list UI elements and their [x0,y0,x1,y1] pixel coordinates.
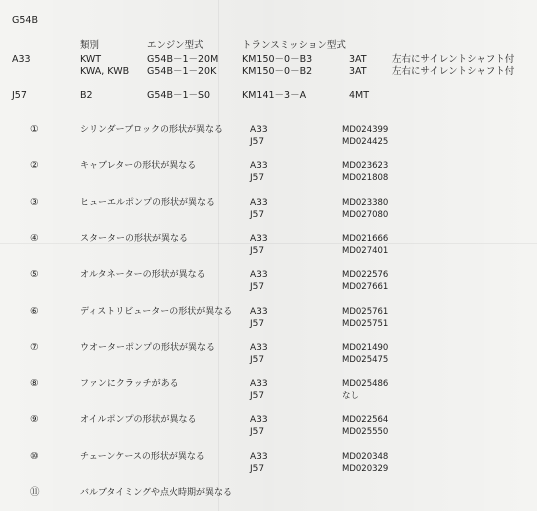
engine-code: G54B [12,15,38,26]
model-type: KWT [80,54,102,65]
gear-type: 3AT [349,54,367,65]
part-number: MD021490 [342,342,389,353]
gear-type: 3AT [349,66,367,77]
part-number: MD027401 [342,245,389,256]
part-number: MD027080 [342,209,389,220]
engine-model: G54B－1－S0 [147,90,211,101]
item-number: ⑧ [30,378,39,390]
part-number: MD025761 [342,306,389,317]
part-number: MD021808 [342,173,389,184]
model-code: A33 [250,306,268,317]
part-number: なし [342,391,360,402]
model-code: A33 [250,451,268,462]
model-code: J57 [250,209,265,220]
model-code: J57 [250,427,265,438]
part-number: MD022576 [342,270,389,281]
part-number: MD025550 [342,427,389,438]
item-description: スターターの形状が異なる [80,233,189,244]
model-code: A33 [250,342,268,353]
part-number: MD022564 [342,415,389,426]
model-code: J57 [12,90,27,101]
model-code: J57 [250,137,265,147]
transmission-model: KM150－0－B2 [242,66,313,77]
header-transmission: トランスミッション型式 [242,40,346,51]
model-code: J57 [250,173,265,184]
item-description: キャブレターの形状が異なる [80,161,197,172]
model-type: KWA, KWB [80,66,130,77]
item-number: ⑨ [30,414,39,426]
model-code: A33 [250,379,268,390]
item-description: オイルポンプの形状が異なる [80,415,197,426]
part-number: MD020329 [342,463,389,474]
item-number: ⑤ [30,269,39,281]
model-code: A33 [250,233,268,244]
model-code: A33 [250,415,268,426]
model-code: J57 [250,354,265,365]
item-description: バルブタイミングや点火時期が異なる [80,488,233,498]
note: 左右にサイレントシャフト付 [392,66,515,77]
model-code: A33 [12,54,31,65]
item-description: ウオーターポンプの形状が異なる [80,342,216,353]
part-number: MD023380 [342,197,389,208]
part-number: MD023623 [342,161,389,172]
part-number: MD024399 [342,125,389,135]
model-code: A33 [250,197,268,208]
item-description: オルタネーターの形状が異なる [80,270,206,281]
gear-type: 4MT [349,90,370,101]
item-description: ヒューエルポンプの形状が異なる [80,197,216,208]
part-number: MD024425 [342,137,389,147]
part-number: MD020348 [342,451,389,462]
part-number: MD025751 [342,318,389,329]
item-number: ⑥ [30,305,39,317]
transmission-model: KM141－3－A [242,90,307,101]
item-number: ④ [30,232,39,244]
item-description: ディストリビューターの形状が異なる [80,306,233,317]
engine-model: G54B－1－20M [147,54,219,65]
model-code: J57 [250,318,265,329]
item-number: ① [30,124,39,135]
item-number: ② [30,160,39,172]
item-description: チェーンケースの形状が異なる [80,451,205,462]
note: 左右にサイレントシャフト付 [392,54,515,65]
item-description: ファンにクラッチがある [80,379,179,390]
header-type: 類別 [80,40,100,51]
model-code: J57 [250,282,265,293]
part-number: MD025475 [342,354,389,365]
model-code: J57 [250,463,265,474]
engine-model: G54B－1－20K [147,66,217,77]
item-number: ⑪ [30,487,40,498]
transmission-model: KM150－0－B3 [242,54,313,65]
item-number: ③ [30,196,39,208]
item-number: ⑦ [30,341,39,353]
header-engine: エンジン型式 [147,40,204,51]
model-code: J57 [250,391,265,402]
part-number: MD021666 [342,233,389,244]
model-code: A33 [250,161,268,172]
item-number: ⑩ [30,450,39,462]
part-number: MD025486 [342,379,389,390]
model-code: A33 [250,125,268,135]
item-description: シリンダーブロックの形状が異なる [80,125,224,135]
model-code: J57 [250,245,265,256]
paper-crease [218,0,219,511]
model-code: A33 [250,270,268,281]
model-type: B2 [80,90,93,101]
part-number: MD027661 [342,282,389,293]
